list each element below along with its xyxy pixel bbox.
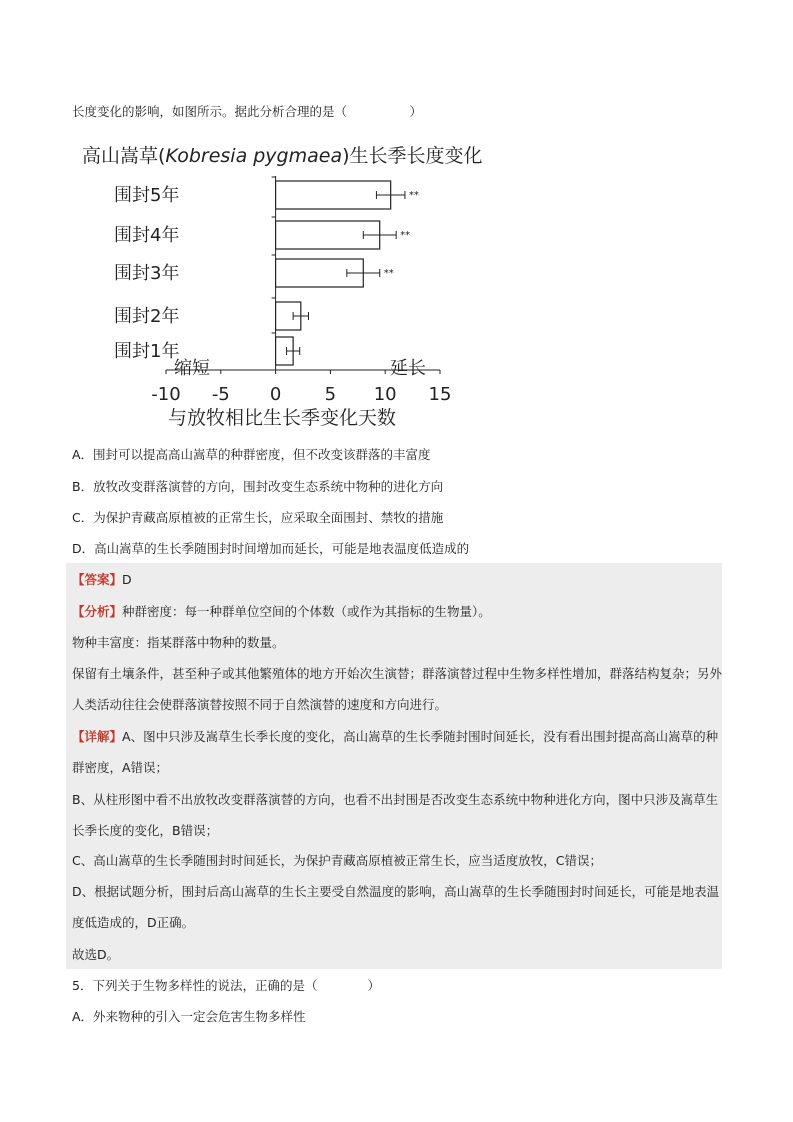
option-b: B．放牧改变群落演替的方向，围封改变生态系统中物种的进化方向 — [72, 479, 444, 494]
detail-a-text: A、图中只涉及嵩草生长季长度的变化，高山嵩草的生长季随封围时间延长，没有看出围封提高高山嵩草的种群密度，A错误； — [72, 729, 719, 775]
bar — [276, 181, 391, 209]
significance-marker: ** — [383, 268, 394, 279]
x-tick-label: -5 — [211, 384, 230, 405]
option-a: A．围封可以提高高山嵩草的种群密度，但不改变该群落的丰富度 — [72, 447, 431, 462]
answer-line — [72, 570, 132, 590]
detail-c-line: C、高山嵩草的生长季随围封时间延长，为保护青藏高原植被正常生长，应当适度放牧，C错误； — [72, 853, 602, 868]
category-label: 围封4年 — [114, 225, 180, 246]
detail-b-paragraph: B、从柱形图中看不出放牧改变群落演替的方向，也看不出封围是否改变生态系统中物种进化方向，图中只涉及嵩草生长季长度的变化，B错误； — [72, 792, 719, 838]
analysis-text: 种群密度：每一种群单位空间的个体数（或作为其指标的生物量）。 — [122, 604, 491, 619]
category-label: 围封3年 — [114, 263, 180, 284]
x-axis-label: 与放牧相比生长季变化天数 — [168, 407, 397, 429]
detail-tag: 【详解】 — [72, 729, 123, 744]
x-tick-label: 0 — [269, 384, 282, 405]
x-tick-label: -10 — [151, 384, 181, 405]
analysis-tag: 【分析】 — [72, 604, 123, 619]
option-d: D．高山嵩草的生长季随围封时间增加而延长，可能是地表温度低造成的 — [72, 541, 470, 556]
x-tick-label: 15 — [428, 384, 452, 405]
answer-value: D — [122, 572, 132, 587]
category-label: 围封1年 — [114, 341, 180, 362]
left-annotation: 缩短 — [174, 358, 210, 379]
x-tick-label: 10 — [373, 384, 397, 405]
chart-title: 高山嵩草(Kobresia pygmaea)生长季长度变化 — [82, 145, 483, 167]
option-c: C．为保护青藏高原植被的正常生长，应采取全面围封、禁牧的措施 — [72, 510, 444, 525]
category-label: 围封2年 — [114, 306, 180, 327]
richness-line: 物种丰富度：指某群落中物种的数量。 — [72, 635, 285, 650]
question5-option-a: A．外来物种的引入一定会危害生物多样性 — [72, 1009, 306, 1024]
significance-marker: ** — [408, 190, 419, 201]
intro-line: 长度变化的影响，如图所示。据此分析合理的是（ ） — [72, 104, 423, 119]
x-tick-label: 5 — [324, 384, 337, 405]
bar-chart — [70, 138, 510, 438]
right-annotation: 延长 — [390, 358, 426, 379]
detail-a-paragraph — [72, 721, 722, 783]
significance-marker: ** — [400, 230, 411, 241]
question5-stem: 5．下列关于生物多样性的说法，正确的是（ ） — [72, 978, 380, 993]
detail-d-paragraph: D、根据试题分析，围封后高山嵩草的生长主要受自然温度的影响，高山嵩草的生长季随围封时间延长，可能是地表温度低造成的，D正确。 — [72, 884, 720, 930]
succession-paragraph: 保留有土壤条件，甚至种子或其他繁殖体的地方开始次生演替；群落演替过程中生物多样性增加，群落结构复杂；另外人类活动往往会使群落演替按照不同于自然演替的速度和方向进行。 — [72, 666, 723, 712]
analysis-line — [72, 602, 491, 622]
answer-tag: 【答案】 — [72, 572, 123, 587]
category-label: 围封5年 — [114, 185, 180, 206]
conclusion-line: 故选D。 — [72, 947, 120, 962]
